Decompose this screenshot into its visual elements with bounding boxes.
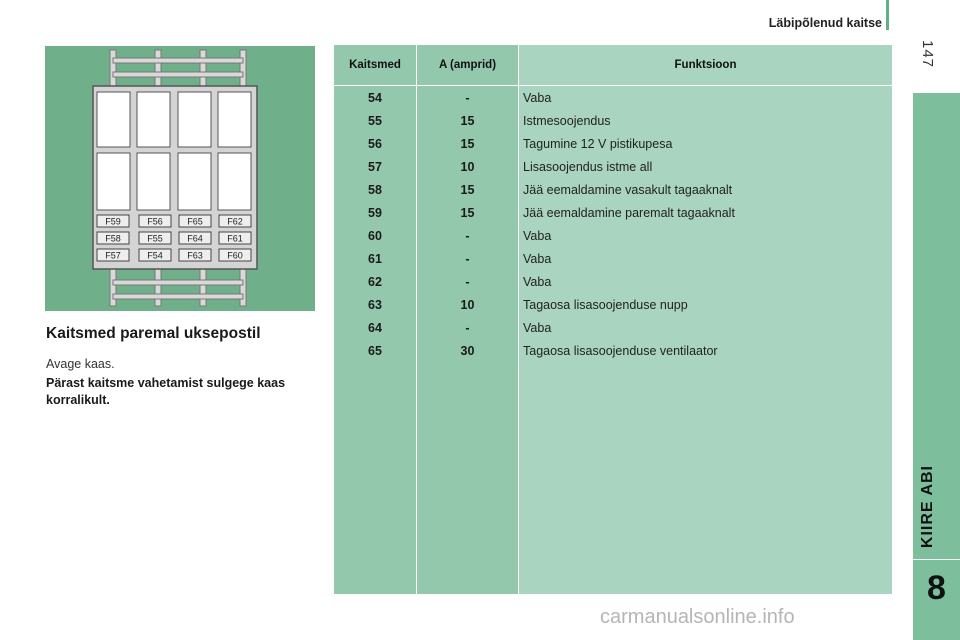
fuse-label: F64 — [187, 233, 203, 244]
table-row — [334, 271, 892, 294]
fuse-number: 58 — [368, 183, 382, 197]
amperage: - — [465, 229, 470, 243]
amperage: 10 — [460, 160, 475, 174]
fuse-number: 55 — [368, 114, 382, 128]
function: Vaba — [523, 321, 552, 335]
function: Vaba — [523, 229, 552, 243]
amperage: - — [465, 275, 470, 289]
section-heading: Kaitsmed paremal uksepostil — [46, 325, 261, 342]
fuse-number: 65 — [368, 344, 382, 358]
fuse-label: F60 — [227, 250, 243, 261]
fuse-table — [334, 45, 892, 594]
table-row — [334, 225, 892, 248]
function: Tagaosa lisasoojenduse nupp — [523, 298, 688, 312]
note-text: Pärast kaitsme vahetamist sulgege kaas korralikult. — [46, 376, 286, 407]
amperage: 15 — [460, 206, 475, 220]
fuse-label: F63 — [187, 250, 203, 261]
fuse-label: F62 — [227, 216, 243, 227]
table-row — [334, 202, 892, 225]
amperage: - — [465, 321, 470, 335]
watermark: carmanualsonline.info — [600, 606, 795, 628]
table-row — [334, 179, 892, 202]
title-rule — [886, 0, 889, 30]
running-title: Läbipõlenud kaitse — [768, 16, 882, 30]
function: Jää eemaldamine vasakult tagaaknalt — [523, 183, 733, 197]
instruction-text: Avage kaas. — [46, 357, 115, 371]
amperage: 30 — [460, 344, 475, 358]
fuse-number: 64 — [368, 321, 382, 335]
amperage: 15 — [460, 137, 475, 151]
fuse-box-drawing — [45, 46, 315, 311]
header-fuses: Kaitsmed — [349, 59, 401, 71]
fuse-box-illustration — [45, 46, 315, 311]
tab-divider — [913, 559, 960, 560]
fuse-number: 54 — [368, 91, 382, 105]
fuse-number: 62 — [368, 275, 382, 289]
function: Jää eemaldamine paremalt tagaaknalt — [523, 206, 735, 220]
page-number: 147 — [919, 40, 936, 69]
fuse-label: F58 — [105, 233, 121, 244]
chapter-number: 8 — [927, 569, 946, 607]
chapter-label: KIIRE ABI — [919, 464, 936, 548]
fuse-label: F56 — [147, 216, 163, 227]
fuse-label: F57 — [105, 250, 121, 261]
table-row — [334, 87, 892, 110]
fuse-number: 63 — [368, 298, 382, 312]
amperage: - — [465, 91, 470, 105]
amperage: 10 — [460, 298, 475, 312]
header-function: Funktsioon — [674, 59, 737, 71]
table-header — [334, 45, 892, 86]
function: Tagumine 12 V pistikupesa — [523, 137, 673, 151]
fuse-number: 61 — [368, 252, 382, 266]
fuse-label: F65 — [187, 216, 203, 227]
table-row — [334, 340, 892, 363]
table-body — [334, 87, 892, 363]
header-amps: A (amprid) — [438, 59, 497, 71]
fuse-number: 56 — [368, 137, 382, 151]
fuse-label: F54 — [147, 250, 163, 261]
table-row — [334, 294, 892, 317]
table-row — [334, 156, 892, 179]
function: Istmesoojendus — [523, 114, 611, 128]
fuse-label: F61 — [227, 233, 243, 244]
function: Lisasoojendus istme all — [523, 160, 653, 174]
amperage: 15 — [460, 183, 475, 197]
table-row — [334, 317, 892, 340]
amperage: 15 — [460, 114, 475, 128]
function: Vaba — [523, 91, 552, 105]
fuse-number: 60 — [368, 229, 382, 243]
table-row — [334, 248, 892, 271]
fuse-label: F59 — [105, 216, 121, 227]
table-row — [334, 110, 892, 133]
chapter-tab — [913, 93, 960, 640]
fuse-label: F55 — [147, 233, 163, 244]
fuse-number: 59 — [368, 206, 382, 220]
function: Vaba — [523, 252, 552, 266]
amperage: - — [465, 252, 470, 266]
function: Tagaosa lisasoojenduse ventilaator — [523, 344, 718, 358]
function: Vaba — [523, 275, 552, 289]
table-row — [334, 133, 892, 156]
fuse-number: 57 — [368, 160, 382, 174]
